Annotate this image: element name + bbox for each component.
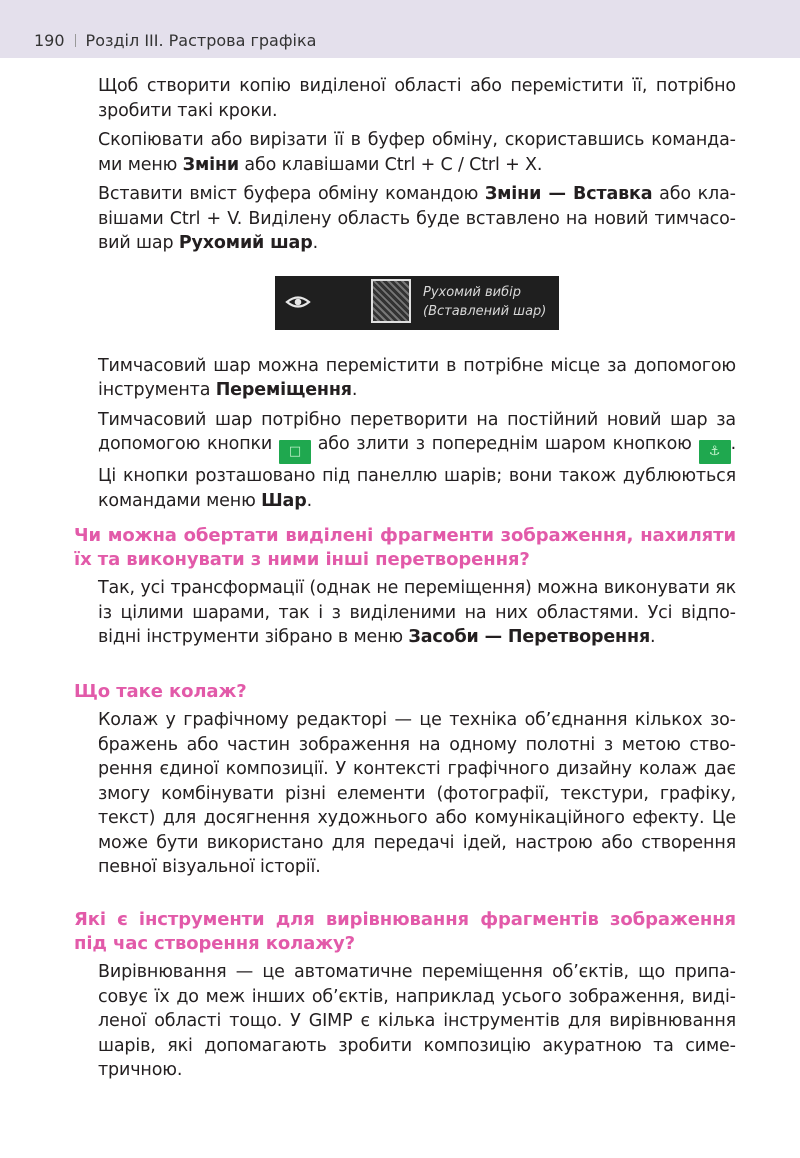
answer bbox=[98, 576, 736, 650]
paragraph: Вставити вміст буфера обміну командою Зміни — Вставка або клавішами Ctrl + V. Виділену область буде вставлено на новий тимчасовий шар Рухомий шар. bbox=[98, 184, 736, 253]
paragraph: Щоб створити копію виділеної області або перемістити її, потрібно зробити такі кроки. bbox=[98, 76, 736, 121]
new-layer-icon: □ bbox=[279, 440, 311, 464]
qa-block bbox=[74, 908, 736, 1083]
question-heading: Що таке колаж? bbox=[74, 681, 247, 702]
eye-icon bbox=[285, 290, 311, 318]
floating-layer-screenshot bbox=[275, 276, 559, 330]
header-divider bbox=[75, 34, 76, 47]
answer bbox=[98, 960, 736, 1083]
header-text bbox=[34, 31, 316, 50]
paragraph: Тимчасовий шар можна перемістити в потрібне місце за допомогою інструмента Переміщення. bbox=[98, 355, 736, 400]
qa-block bbox=[74, 524, 736, 650]
layer-thumbnail bbox=[371, 279, 411, 323]
layer-name: Рухомий вибір (Вставлений шар) bbox=[423, 284, 547, 319]
question-heading: Чи можна обертати виділені фрагменти зображення, нахиляти їх та виконувати з ними інші перетворення? bbox=[74, 525, 736, 570]
paragraph: Так, усі трансформації (однак не переміщення) можна виконувати як із цілими шарами, так і з виділеними на них областями. Усі відповідні інструменти зібрано в меню Засоби — Перетворення. bbox=[98, 578, 736, 647]
intro-section bbox=[98, 74, 736, 518]
paragraph: Скопіювати або вирізати її в буфер обміну, скориставшись командами меню Зміни або клавішами Ctrl + C / Ctrl + X. bbox=[98, 130, 736, 175]
page-number: 190 bbox=[34, 31, 65, 50]
qa-block bbox=[74, 680, 736, 880]
question-heading: Які є інструменти для вирівнювання фрагментів зображення під час створення колажу? bbox=[74, 909, 736, 954]
paragraph: Вирівнювання — це автоматичне переміщення об’єктів, що припасовує їх до меж інших об’єктів, наприклад усього зображення, виділеної області тощо. У GIMP є кілька інструментів для вирівнювання шарів, які допомагають зробити композицію акуратною та симетричною. bbox=[98, 962, 736, 1080]
paragraph: Колаж у графічному редакторі — це техніка об’єднання кількох зображень або частин зображення на одному полотні з метою створення єдиної композиції. У контексті графічного дизайну колаж дає змогу комбінувати різні елементи (фотографії, текстури, графіку, текст) для досягнення художнього або комунікаційного ефекту. Це може бути використано для передачі ідей, настрою або створення певної візуальної історії. bbox=[98, 710, 736, 877]
page-header bbox=[0, 0, 800, 58]
answer bbox=[98, 708, 736, 880]
chapter-title: Розділ III. Растрова графіка bbox=[85, 31, 317, 50]
anchor-icon: ⚓ bbox=[699, 440, 731, 464]
paragraph: Тимчасовий шар потрібно перетворити на постійний новий шар за допомогою кнопки □ або злити з попереднім шаром кнопкою ⚓ . Ці кнопки розташовано під панеллю шарів; вони також дублюються командами меню Шар. bbox=[98, 409, 736, 511]
